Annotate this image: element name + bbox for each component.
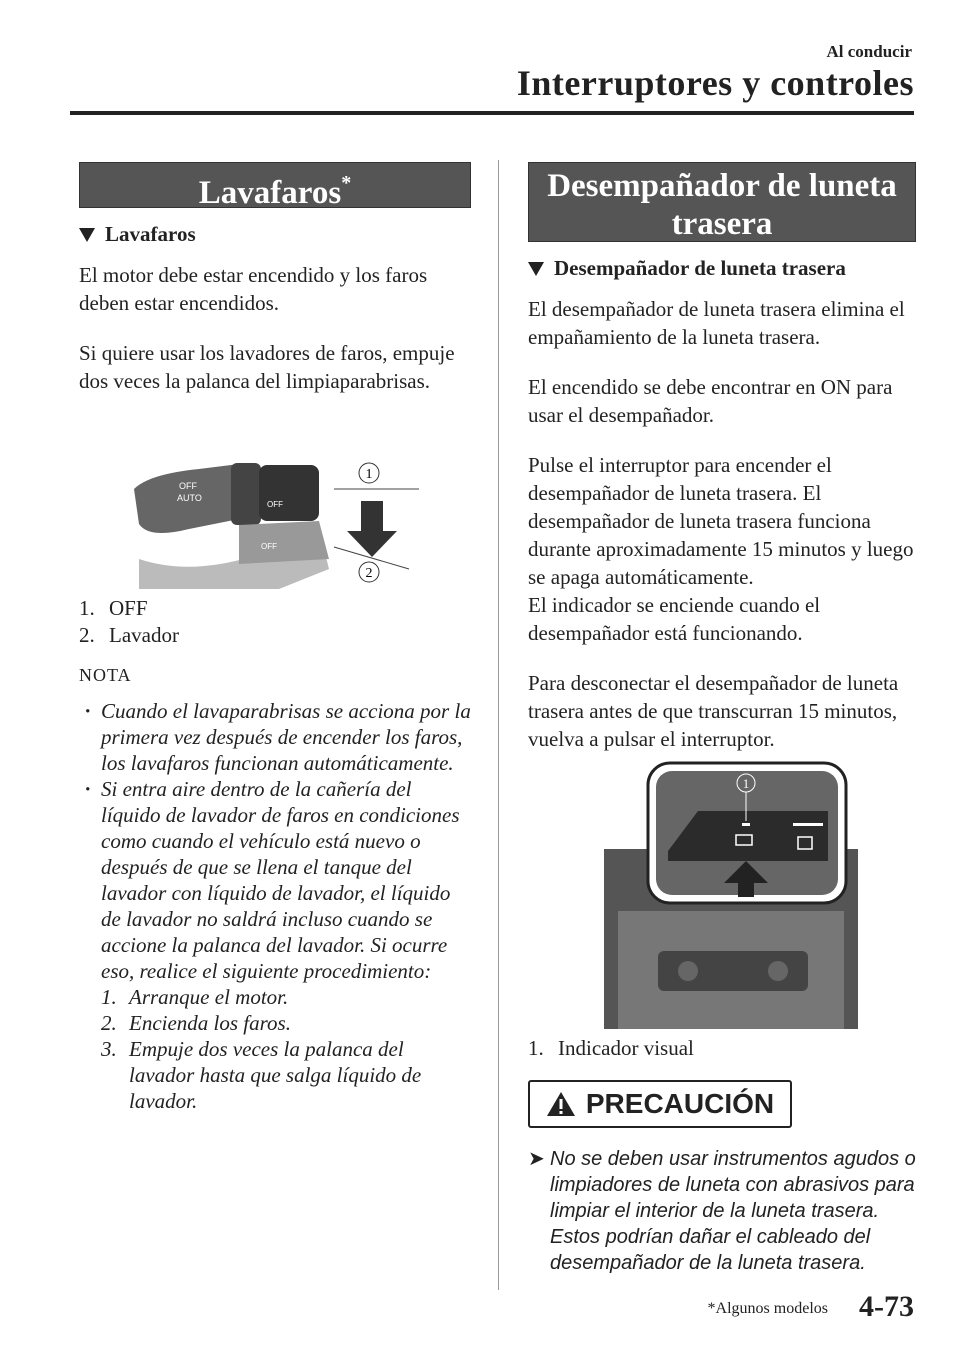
wiper-lever-figure <box>79 429 471 589</box>
subheading <box>79 222 471 247</box>
lever-ghost-knob <box>239 521 329 564</box>
note-title: NOTA <box>79 665 132 685</box>
figure-legend <box>79 595 471 649</box>
wiper-lever-illustration <box>79 429 471 589</box>
paragraph: El desempañador de luneta trasera elimina el empañamiento de la luneta trasera. <box>528 297 905 349</box>
figure-legend <box>528 1035 916 1062</box>
triangle-icon <box>79 228 95 242</box>
push-arrow-stem <box>361 501 383 531</box>
note-body <box>79 698 471 1114</box>
triangle-icon <box>528 262 544 276</box>
control-knob <box>768 961 788 981</box>
rear-defroster-banner <box>528 162 916 242</box>
press-arrow-stem <box>738 883 754 897</box>
lever-label-off: OFF <box>179 481 197 491</box>
legend-item: 2. Lavador <box>79 623 179 647</box>
banner-title: Lavafaros <box>198 175 342 211</box>
banner-line: Desempañador de luneta <box>547 168 897 204</box>
lever-ring <box>231 463 261 525</box>
note-step: 3. Empuje dos veces la palanca del lavador hasta que salga líquido de lavador. <box>101 1037 422 1113</box>
paragraph: Si quiere usar los lavadores de faros, empuje dos veces la palanca del limpiaparabrisas. <box>79 341 455 393</box>
subheading <box>528 256 916 281</box>
callout-number: 1 <box>742 776 750 791</box>
dashboard-illustration <box>528 761 916 1029</box>
column-divider <box>498 160 499 1290</box>
paragraph: El encendido se debe encontrar en ON para usar el desempañador. <box>528 375 893 427</box>
chapter-title: Interruptores y controles <box>516 63 914 103</box>
section-title: Al conducir <box>826 42 912 61</box>
paragraph: Para desconectar el desempañador de luneta trasera antes de que transcurran 15 minutos, vuelva a pulsar el interruptor. <box>528 671 899 751</box>
footnote: *Algunos modelos <box>707 1300 828 1317</box>
control-knob <box>678 961 698 981</box>
lever-label-off-mid: OFF <box>267 500 283 509</box>
callout-number: 2 <box>365 566 373 581</box>
caution-body: No se deben usar instrumentos agudos o limpiadores de luneta con abrasivos para limpiar el interior de la luneta trasera. Estos podrían dañar el cableado del desempañador de la luneta trasera. <box>550 1148 916 1274</box>
legend-item: 1. Indicador visual <box>528 1036 694 1060</box>
legend-item: 1. OFF <box>79 596 148 620</box>
caution-label: PRECAUCIÓN <box>585 1088 775 1119</box>
note-step: 2. Encienda los faros. <box>101 1011 291 1035</box>
note-bullet: · Cuando el lavaparabrisas se acciona por la primera vez después de encender los faros, los lavafaros funcionan automáticamente. <box>79 698 471 776</box>
headlamp-washer-banner <box>79 162 471 211</box>
note-bullet: · Si entra aire dentro de la cañería del líquido de lavador de faros en condiciones como cuando el vehículo está nuevo o después de que se llena el tanque del lavador con líquido de lavador, el líquido de lavador no saldrá incluso cuando se accione la palanca del lavador. Si ocurre eso, realice el siguiente procedimiento: <box>79 776 471 984</box>
warning-icon <box>546 1090 576 1118</box>
caution-box <box>528 1080 792 1128</box>
paragraph: Pulse el interruptor para encender el desempañador de luneta trasera. El desempañador de luneta trasera funciona durante aproximadamente 15 minutos y luego se apaga automáticamente. <box>528 453 914 589</box>
chevron-right-icon: ➤ <box>528 1148 545 1170</box>
left-column <box>79 162 471 1114</box>
seat-heater-indicators <box>793 823 823 826</box>
banner-line: trasera <box>671 206 773 242</box>
optional-mark: * <box>341 172 352 194</box>
lever-label-auto: AUTO <box>177 493 202 503</box>
subheading-text: Lavafaros <box>105 222 196 246</box>
subheading-text: Desempañador de luneta trasera <box>554 256 846 280</box>
note-step: 1. Arranque el motor. <box>101 985 289 1009</box>
caution-text <box>528 1146 916 1276</box>
indicator-light <box>742 823 750 826</box>
page-number: 4-73 <box>859 1290 914 1323</box>
lever-label-off-low: OFF <box>261 542 277 551</box>
paragraph: El indicador se enciende cuando el desempañador está funcionando. <box>528 593 821 645</box>
header-rule <box>70 111 914 115</box>
right-column <box>528 162 916 1276</box>
paragraph: El motor debe estar encendido y los faros deben estar encendidos. <box>79 263 428 315</box>
lever-knob <box>259 465 319 521</box>
defroster-switch-figure <box>528 761 916 1029</box>
callout-number: 1 <box>365 467 373 482</box>
